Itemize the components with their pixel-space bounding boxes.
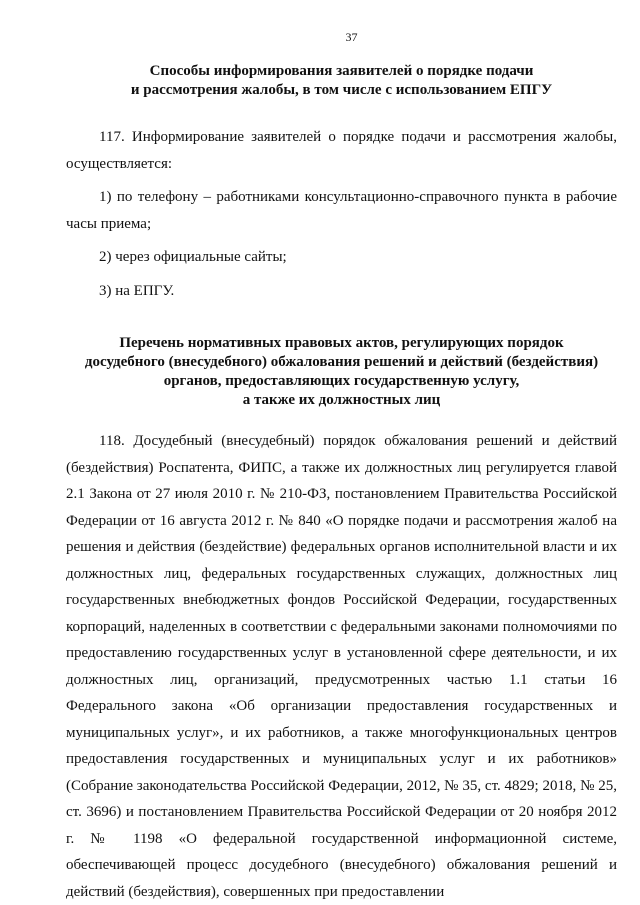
section-heading-informing: [66, 62, 617, 100]
heading-line: и рассмотрения жалобы, в том числе с использованием ЕПГУ: [130, 82, 553, 98]
heading-line: органов, предоставляющих государственную услугу,: [163, 373, 520, 389]
paragraph-117: 117. Информирование заявителей о порядке подачи и рассмотрения жалобы, осуществляется:: [66, 129, 617, 172]
heading-line: досудебного (внесудебного) обжалования решений и действий (бездействия): [84, 354, 599, 370]
heading-line: Перечень нормативных правовых актов, регулирующих порядок: [119, 335, 564, 351]
section-heading-legal-acts: [66, 334, 617, 410]
heading-line: а также их должностных лиц: [242, 392, 441, 408]
list-item-websites: 2) через официальные сайты;: [99, 249, 287, 265]
page-number: 37: [345, 30, 358, 44]
list-item-epgu: 3) на ЕПГУ.: [99, 282, 175, 299]
document-page: [66, 30, 617, 905]
paragraph-118: 118. Досудебный (внесудебный) порядок обжалования решений и действий (бездействия) Роспатента, ФИПС, а также их должностных лиц регулируется главой 2.1 Закона от 27 июля 2010 г. № 210-ФЗ, постановлением Правительства Российской Федерации от 16 августа 2012 г. № 840 «О порядке подачи и рассмотрения жалоб на решения и действия (бездействие) федеральных органов исполнительной власти и их должностных лиц, федеральных государственных служащих, должностных лиц государственных внебюджетных фондов Российской Федерации, государственных корпораций, наделенных в соответствии с федеральными законами полномочиями по предоставлению государственных услуг в установленной сфере деятельности, и их должностных лиц, организаций, предусмотренных частью 1.1 статьи 16 Федерального закона «Об организации предоставления государственных и муниципальных услуг», и их работников, а также многофункциональных центров предоставления государственных и муниципальных услуг и их работников» (Собрание законодательства Российской Федерации, 2012, № 35, ст. 4829; 2018, № 25, ст. 3696) и постановлением Правительства Российской Федерации от 20 ноября 2012 г. № 1198 «О федеральной государственной информационной системе, обеспечивающей процесс досудебного (внесудебного) обжалования решений и действий (бездействия), совершенных при предоставлении: [66, 433, 617, 900]
list-item-phone: 1) по телефону – работниками консультационно-справочного пункта в рабочие часы приема;: [66, 189, 617, 232]
heading-line: Способы информирования заявителей о порядке подачи: [149, 63, 534, 79]
